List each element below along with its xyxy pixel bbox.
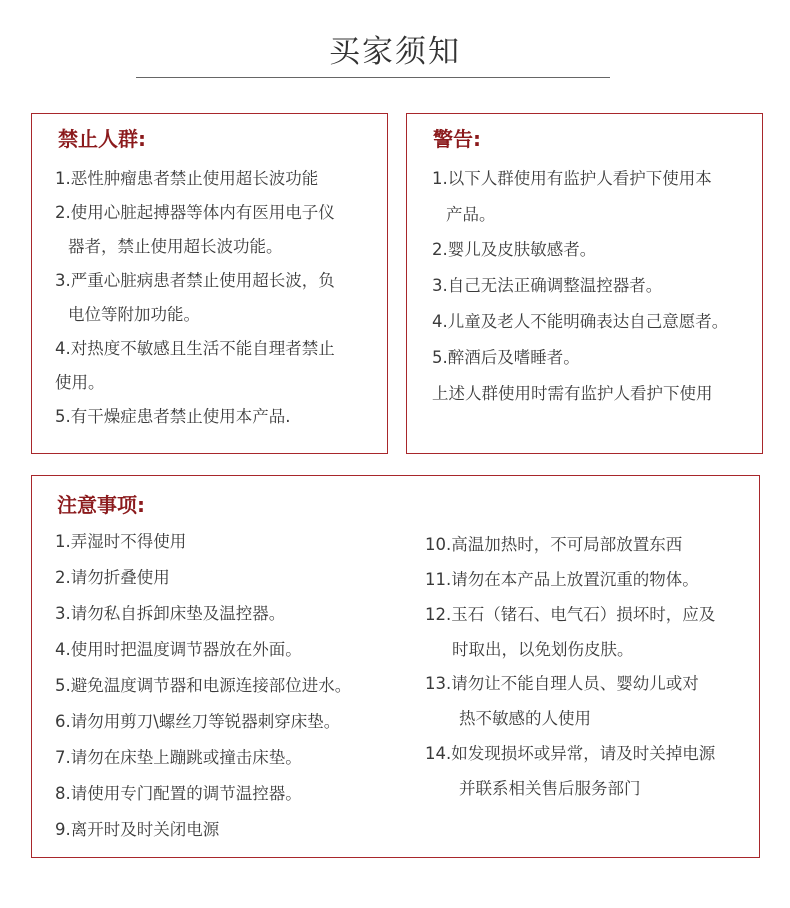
notes-right-line: 13.请勿让不能自理人员、婴幼儿或对 [425,674,699,693]
notes-left-line: 6.请勿用剪刀\螺丝刀等锐器刺穿床垫。 [55,712,341,731]
page-title: 买家须知 [329,34,461,70]
forbidden-line: 器者，禁止使用超长波功能。 [68,237,283,256]
warning-line: 5.醉酒后及嗜睡者。 [432,348,580,367]
forbidden-line: 电位等附加功能。 [68,305,200,324]
notes-right-line: 热不敏感的人使用 [459,709,591,728]
forbidden-line: 2.使用心脏起搏器等体内有医用电子仪 [55,203,335,222]
notes-right-line: 12.玉石（锗石、电气石）损坏时，应及 [425,605,716,624]
notes-left-line: 3.请勿私自拆卸床垫及温控器。 [55,604,286,623]
notes-right-line: 11.请勿在本产品上放置沉重的物体。 [425,570,699,589]
forbidden-line: 5.有干燥症患者禁止使用本产品. [55,407,291,426]
title-divider [136,77,610,78]
warning-line: 2.婴儿及皮肤敏感者。 [432,240,597,259]
forbidden-line: 使用。 [55,373,105,392]
forbidden-line: 1.恶性肿瘤患者禁止使用超长波功能 [55,169,319,188]
forbidden-heading: 禁止人群: [58,127,146,151]
notes-left-line: 8.请使用专门配置的调节温控器。 [55,784,302,803]
warning-line: 上述人群使用时需有监护人看护下使用 [432,384,713,403]
warning-line: 3.自己无法正确调整温控器者。 [432,276,663,295]
forbidden-line: 3.严重心脏病患者禁止使用超长波，负 [55,271,335,290]
notes-left-line: 9.离开时及时关闭电源 [55,820,220,839]
notes-right-line: 14.如发现损坏或异常，请及时关掉电源 [425,744,716,763]
notes-right-line: 时取出，以免划伤皮肤。 [452,640,634,659]
notes-left-line: 7.请勿在床垫上蹦跳或撞击床垫。 [55,748,302,767]
notes-left-line: 4.使用时把温度调节器放在外面。 [55,640,302,659]
notes-right-line: 10.高温加热时，不可局部放置东西 [425,535,683,554]
notes-left-line: 2.请勿折叠使用 [55,568,170,587]
warning-line: 产品。 [446,205,496,224]
warning-heading: 警告: [433,127,481,151]
forbidden-line: 4.对热度不敏感且生活不能自理者禁止 [55,339,335,358]
notes-right-line: 并联系相关售后服务部门 [459,779,641,798]
warning-line: 4.儿童及老人不能明确表达自己意愿者。 [432,312,729,331]
notes-heading: 注意事项: [57,493,145,517]
warning-line: 1.以下人群使用有监护人看护下使用本 [432,169,712,188]
notes-left-line: 5.避免温度调节器和电源连接部位进水。 [55,676,352,695]
notes-left-line: 1.弄湿时不得使用 [55,532,187,551]
